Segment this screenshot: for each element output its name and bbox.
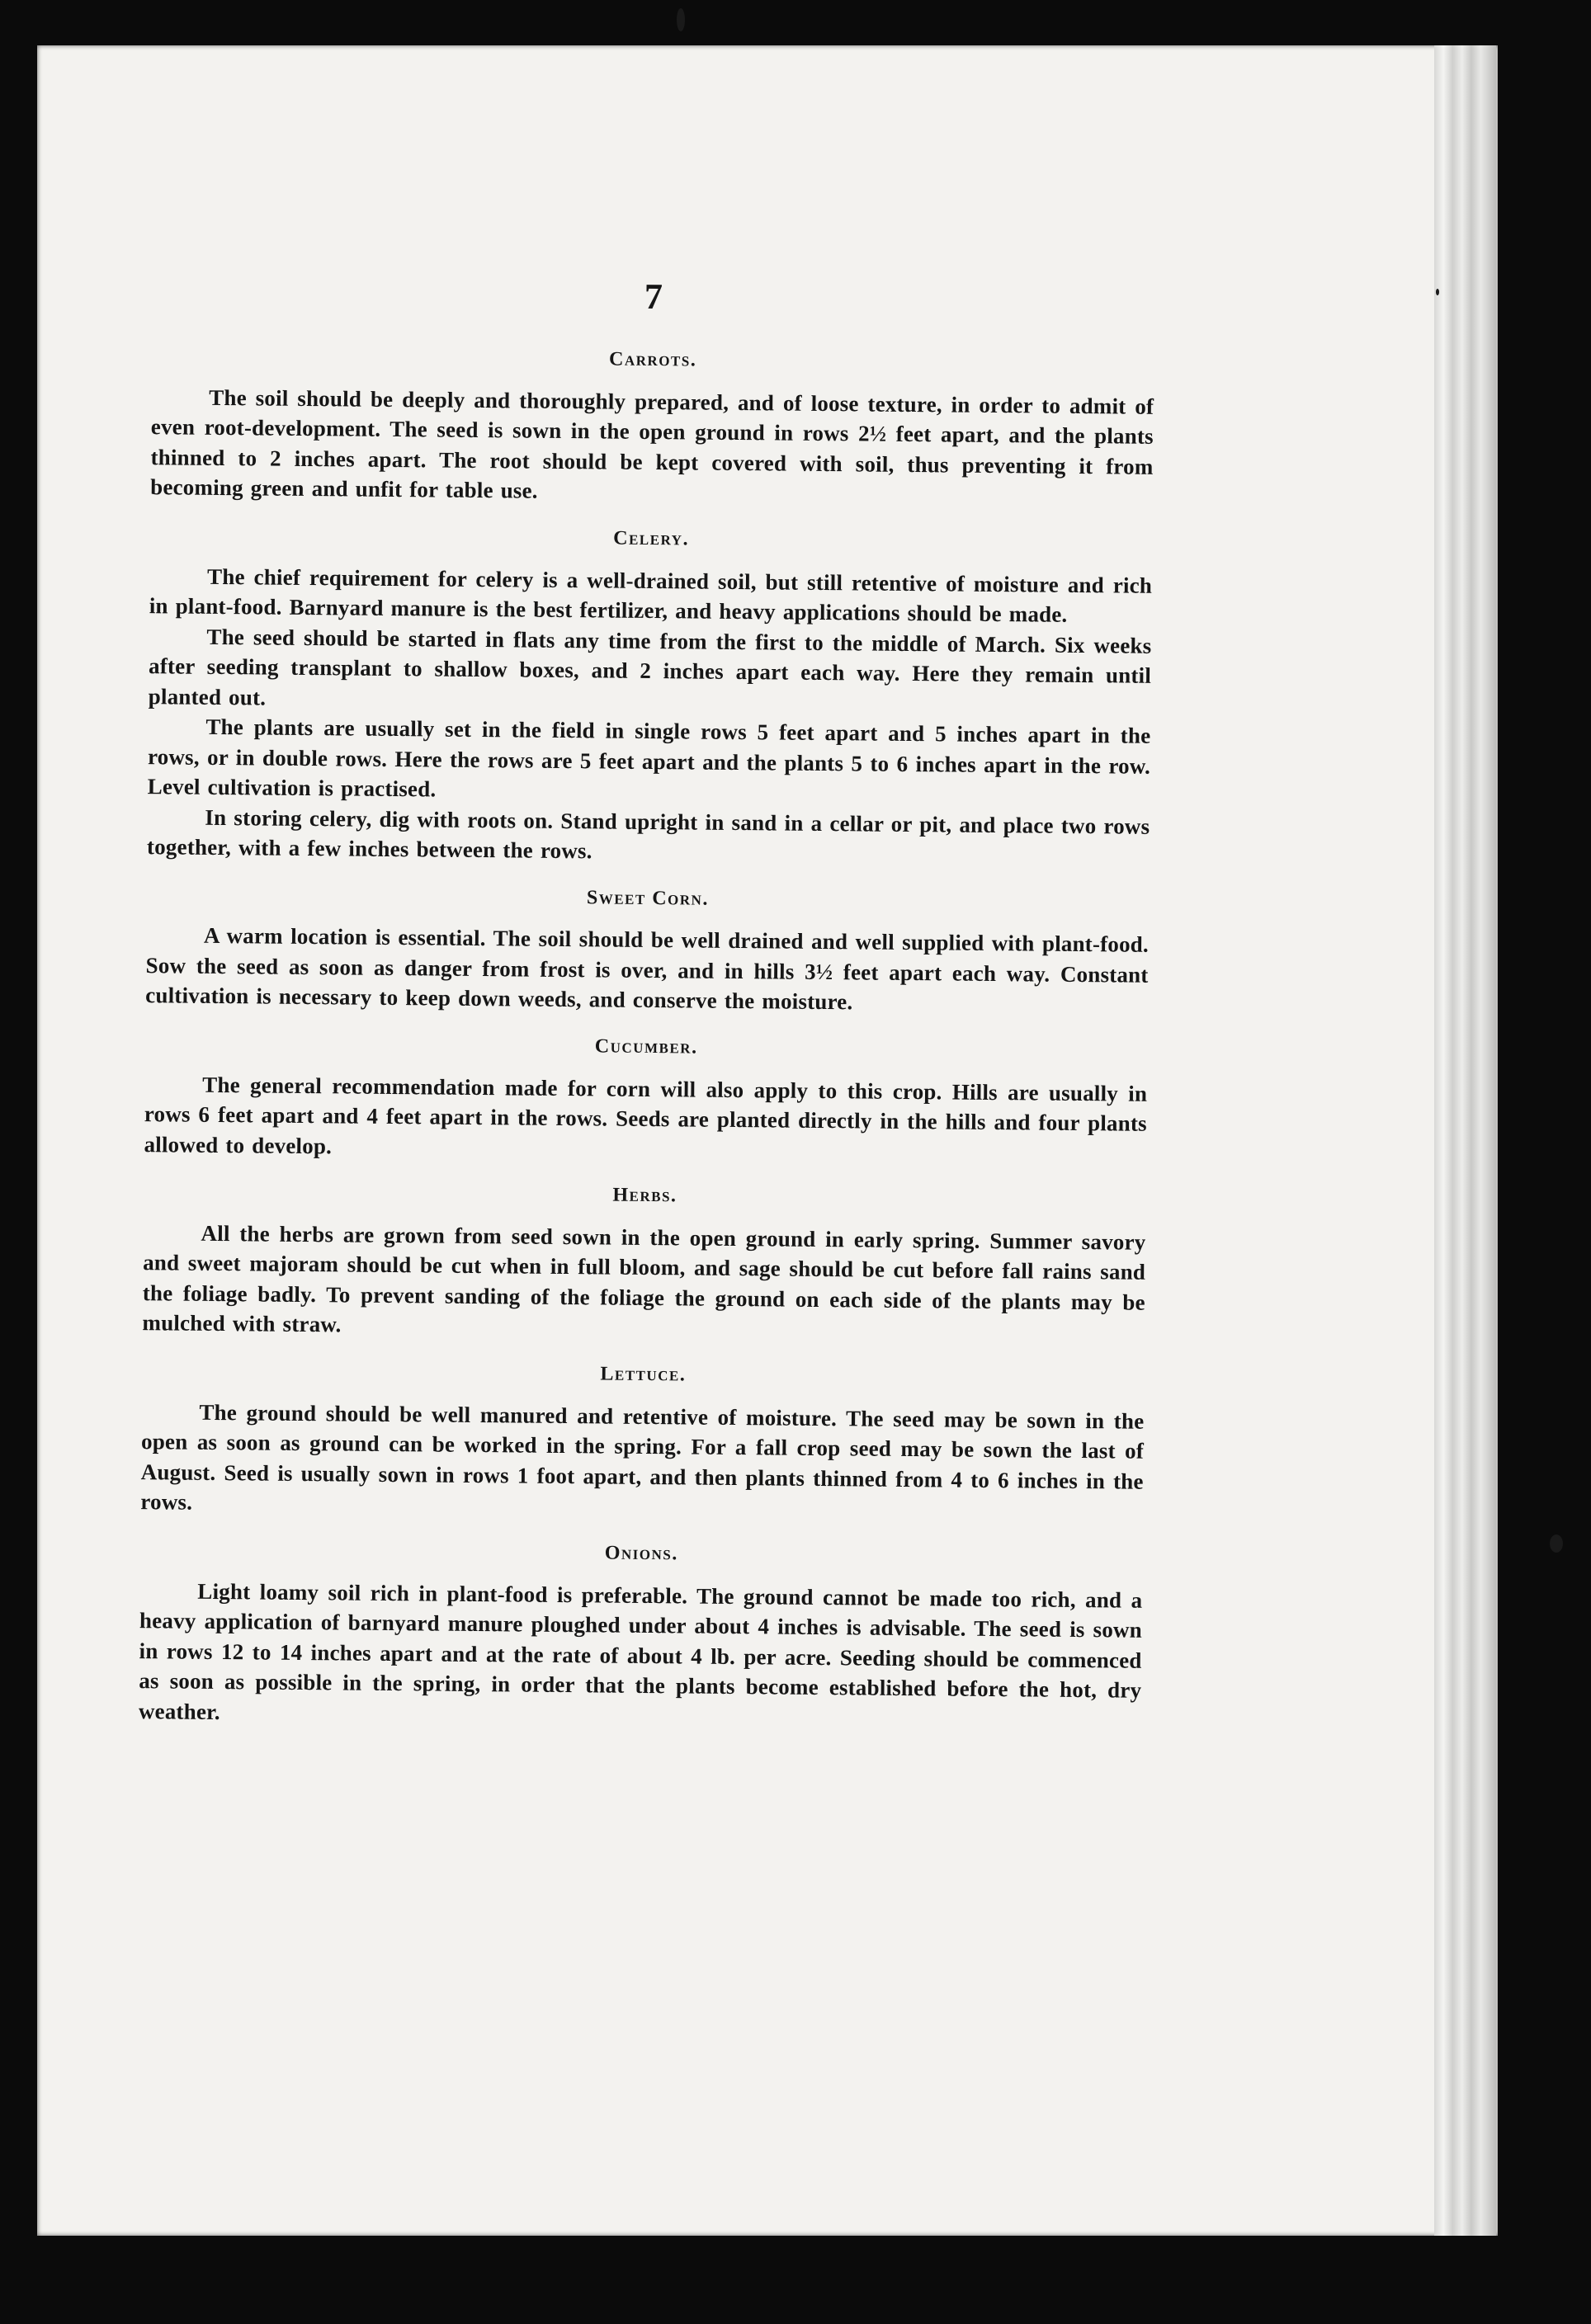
paragraph: The seed should be started in flats any time from the first to the middle of March. Six weeks after seeding transplant to shallow boxes, and 2 inches apart each way. Here they remain until planted out. [148,624,1152,710]
section-lettuce [140,1358,1145,1526]
dust-speck [1436,289,1439,295]
section-heading: Onions. [604,1542,678,1565]
dust-speck [1550,1534,1563,1553]
section-carrots [150,343,1154,511]
section-herbs [142,1179,1146,1347]
paragraph: The plants are usually set in the field in single rows 5 feet apart and 5 inches apart in the rows, or in double rows. Here the rows are 5 feet apart and the plants 5 to 6 inches apart in the row. Level cultivation is practised. [147,714,1151,802]
paragraph: All the herbs are grown from seed sown in the open ground in early spring. Summer savory and sweet majoram should be cut when in full bloom, and sage should be cut before fall rains sand the foliage badly. To prevent sanding of the foliage the ground on each side of the plants may be mulched with straw. [142,1220,1146,1337]
section-heading: Herbs. [612,1184,677,1207]
page-content [135,243,1155,2026]
scan-border-right [1498,0,1591,2324]
paragraph: The soil should be deeply and thoroughly prepared, and of loose texture, in order to admit of even root-development. The seed is sown in the open ground in rows 2½ feet apart, and the plants thinned to 2 inches apart. The root should be kept covered with soil, thus preventing it from becoming green and unfit for table use. [150,384,1154,503]
section-heading: Sweet Corn. [586,886,710,910]
section-heading: Carrots. [608,348,697,371]
page-number: 7 [644,276,663,318]
dust-speck [677,8,685,31]
paragraph: The chief requirement for celery is a well-drained soil, but still retentive of moisture and rich in plant-food. Barnyard manure is the best fertilizer, and heavy applications should be made. [149,563,1153,627]
paragraph: Light loamy soil rich in plant-food is preferable. The ground cannot be made too rich, and a heavy application of barnyard manure ploughed under about 4 inches is advisable. The seed is sown in rows 12 to 14 inches apart and at the rate of about 4 lb. per acre. Seeding should be commenced as soon as possible in the spring, in order that the plants become established before the hot, dry weather. [138,1578,1143,1724]
page-edge-strip [1434,45,1496,2236]
paragraph: A warm location is essential. The soil should be well drained and well supplied with plant-food. Sow the seed as soon as danger from frost is over, and in hills 3½ feet apart each way. Constant cultivation is necessary to keep down weeds, and conserve the moisture. [145,923,1150,1015]
paragraph: In storing celery, dig with roots on. Stand upright in sand in a cellar or pit, and place two rows together, with a few inches between the rows. [146,804,1150,864]
section-celery [147,522,1153,871]
section-cucumber [144,1030,1147,1169]
paragraph: The ground should be well manured and retentive of moisture. The seed may be sown in the open as soon as ground can be worked in the spring. For a fall crop seed may be sown the last of August. Seed is usually sown in rows 1 foot apart, and then plants thinned from 4 to 6 inches in the rows. [140,1399,1145,1515]
section-onions [139,1537,1143,1736]
section-heading: Cucumber. [594,1035,698,1058]
paragraph: The general recommendation made for corn will also apply to this crop. Hills are usually in rows 6 feet apart and 4 feet apart in the rows. Seeds are planted directly in the hills and four plants allowed to develop. [144,1072,1148,1158]
section-heading: Lettuce. [600,1363,687,1386]
section-sweet-corn [145,882,1149,1021]
section-heading: Celery. [613,527,690,550]
